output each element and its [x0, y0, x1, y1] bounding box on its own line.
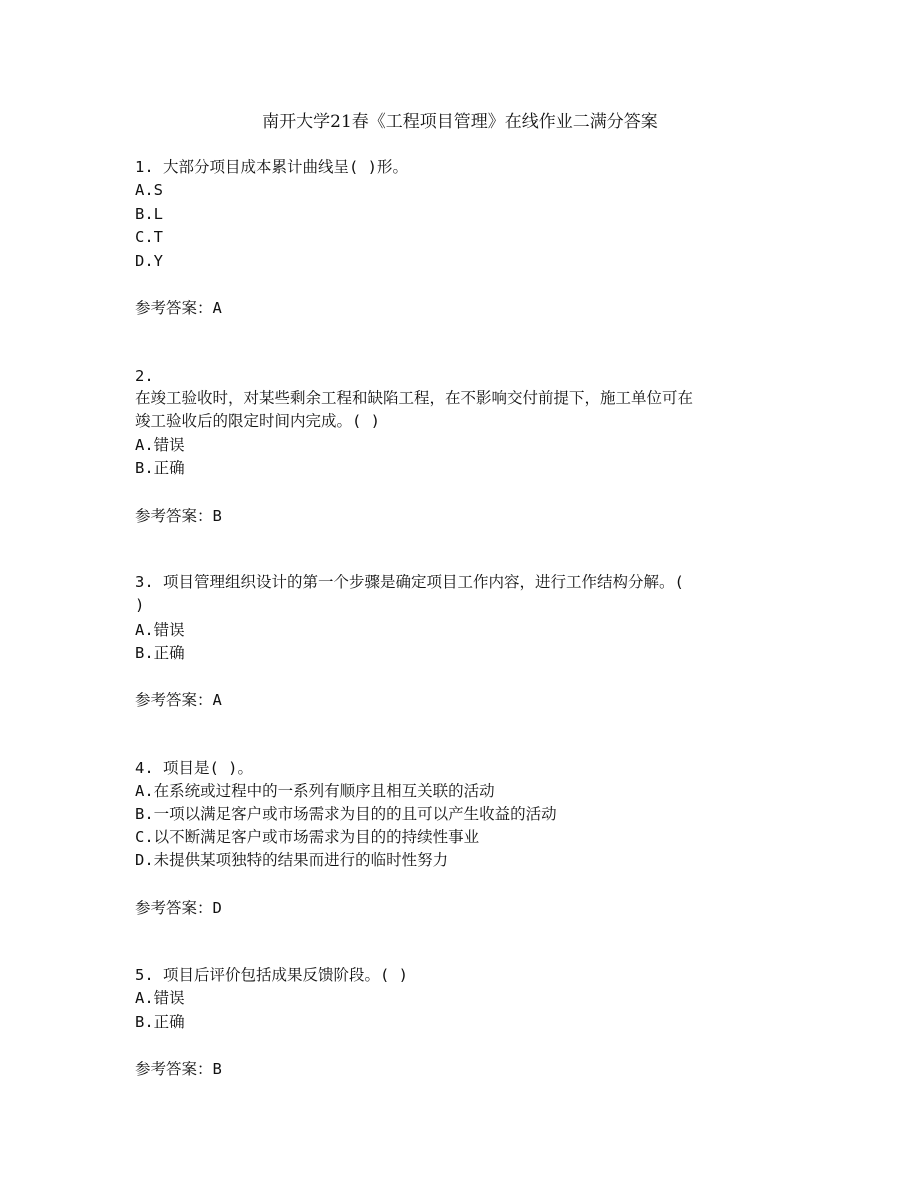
answer-value: A: [212, 691, 222, 709]
question-stem: 项目是( )。: [163, 759, 254, 777]
question-4-option-a: A.在系统或过程中的一系列有顺序且相互关联的活动: [135, 782, 495, 800]
answer-label: 参考答案：: [135, 691, 213, 709]
question-1-option-d: D.Y: [135, 252, 163, 270]
document-title: 南开大学21春《工程项目管理》在线作业二满分答案: [262, 112, 658, 132]
question-number: 1.: [135, 158, 154, 176]
question-stem: 项目后评价包括成果反馈阶段。( ): [163, 966, 409, 984]
question-2-option-b: B.正确: [135, 459, 185, 477]
question-number: 4.: [135, 759, 154, 777]
answer-label: 参考答案：: [135, 1060, 213, 1078]
question-5-option-b: B.正确: [135, 1013, 185, 1031]
question-4-option-d: D.未提供某项独特的结果而进行的临时性努力: [135, 851, 449, 869]
answer-label: 参考答案：: [135, 899, 213, 917]
question-2-option-a: A.错误: [135, 436, 185, 454]
question-number: 5.: [135, 966, 154, 984]
question-stem: 项目管理组织设计的第一个步骤是确定项目工作内容，进行工作结构分解。(: [163, 573, 684, 591]
question-stem: 大部分项目成本累计曲线呈( )形。: [163, 158, 409, 176]
answer-label: 参考答案：: [135, 507, 213, 525]
question-1-option-c: C.T: [135, 228, 163, 246]
question-5-option-a: A.错误: [135, 989, 185, 1007]
question-5-header: [135, 963, 408, 987]
question-3-header: [135, 570, 684, 594]
question-3-stem-continuation: ): [135, 596, 145, 614]
answer-value: B: [212, 1060, 222, 1078]
question-5-answer: [135, 1057, 222, 1081]
question-1-header: [135, 155, 408, 179]
question-2-number: 2.: [135, 367, 154, 385]
question-4-header: [135, 756, 253, 780]
question-number: 3.: [135, 573, 154, 591]
question-4-option-c: C.以不断满足客户或市场需求为目的的持续性事业: [135, 828, 480, 846]
question-3-option-a: A.错误: [135, 621, 185, 639]
question-1-option-b: B.L: [135, 205, 163, 223]
question-2-stem-line-1: 在竣工验收时，对某些剩余工程和缺陷工程，在不影响交付前提下，施工单位可在: [135, 389, 694, 407]
answer-label: 参考答案：: [135, 299, 213, 317]
question-4-answer: [135, 896, 222, 920]
question-2-stem-line-2: 竣工验收后的限定时间内完成。( ): [135, 412, 380, 430]
question-2-answer: [135, 504, 222, 528]
question-1-option-a: A.S: [135, 181, 163, 199]
question-3-answer: [135, 688, 222, 712]
answer-value: A: [212, 299, 222, 317]
answer-value: B: [212, 507, 222, 525]
answer-value: D: [212, 899, 222, 917]
question-3-option-b: B.正确: [135, 644, 185, 662]
question-4-option-b: B.一项以满足客户或市场需求为目的的且可以产生收益的活动: [135, 805, 557, 823]
question-1-answer: [135, 296, 222, 320]
